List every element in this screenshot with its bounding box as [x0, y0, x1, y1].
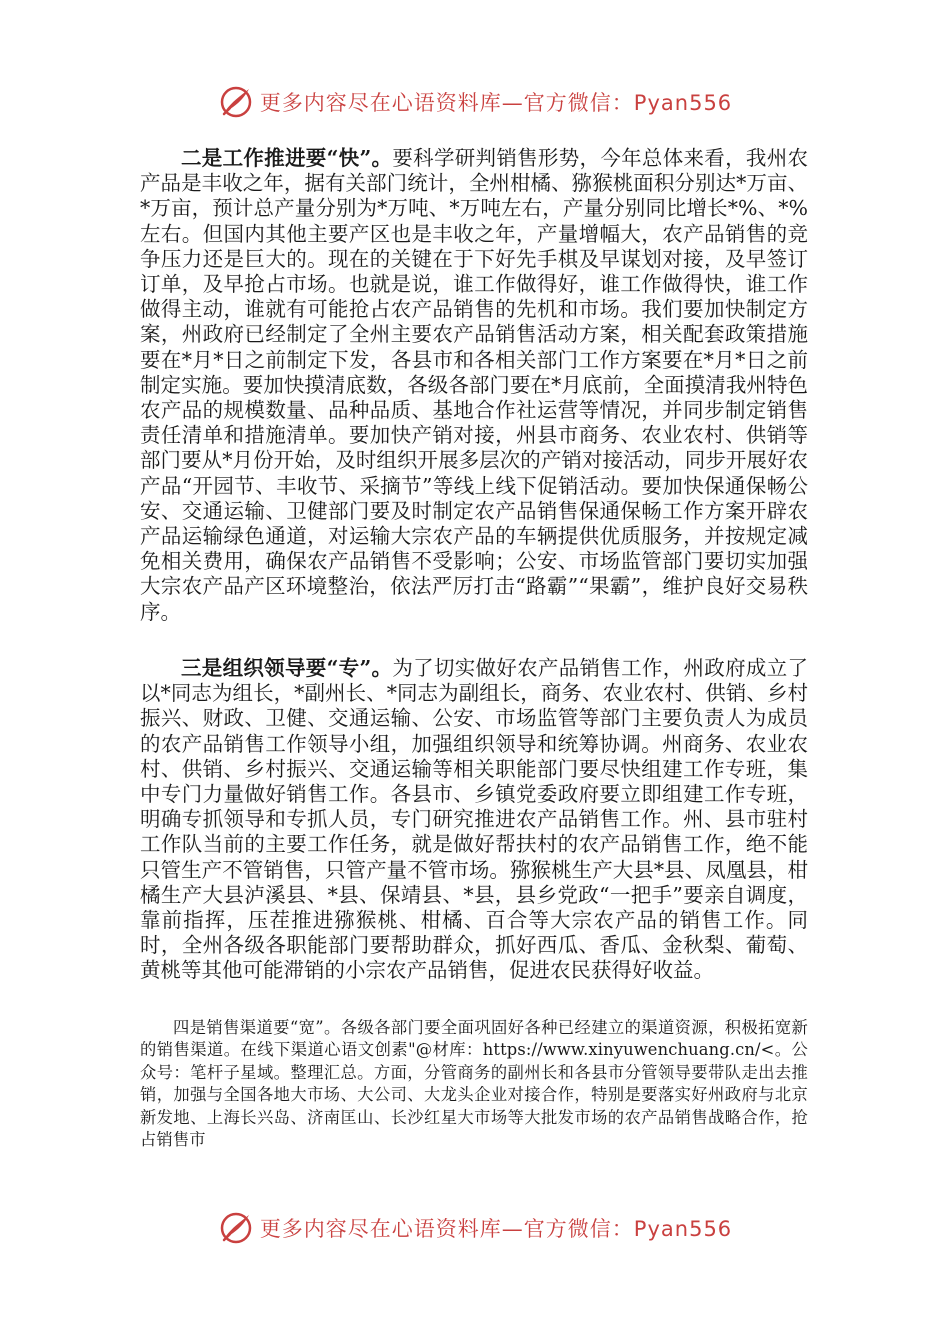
banner-text: 更多内容尽在心语资料库—官方微信：Pyan556: [259, 91, 733, 115]
paragraph-lead: 三是组织领导要“专”。: [181, 656, 393, 680]
paragraph-lead: 二是工作推进要“快”。: [181, 146, 393, 170]
paragraph-organization: [140, 656, 808, 984]
footer-banner: [0, 1208, 950, 1248]
paragraph-sales-channels: [140, 1017, 808, 1151]
paragraph-body: 为了切实做好农产品销售工作，州政府成立了以*同志为组长，*副州长、*同志为副组长，商务、农业农村、供销、乡村振兴、财政、卫健、交通运输、公安、市场监管等部门主要负责人为成员的农产品销售工作领导小组，加强组织领导和统筹协调。州商务、农业农村、供销、乡村振兴、交通运输等相关职能部门要尽快组建工作专班，集中专门力量做好销售工作。各县市、乡镇党委政府要立即组建工作专班，明确专抓领导和专抓人员，专门研究推进农产品销售工作。州、县市驻村工作队当前的主要工作任务，就是做好帮扶村的农产品销售工作，绝不能只管生产不管销售，只管产量不管市场。猕猴桃生产大县*县、凤凰县，柑橘生产大县泸溪县、*县、保靖县、*县，县乡党政“一把手”要亲自调度，靠前指挥，压茬推进猕猴桃、柑橘、百合等大宗农产品的销售工作。同时，全州各级各职能部门要帮助群众，抓好西瓜、香瓜、金秋梨、葡萄、黄桃等其他可能滞销的小宗农产品销售，促进农民获得好收益。: [140, 656, 808, 983]
quill-logo-icon: [218, 84, 254, 120]
paragraph-body: 要科学研判销售形势，今年总体来看，我州农产品是丰收之年，据有关部门统计，全州柑橘、猕猴桃面积分别达*万亩、*万亩，预计总产量分别为*万吨、*万吨左右，产量分别同比增长*%、*%左右。但国内其他主要产区也是丰收之年，产量增幅大，农产品销售的竞争压力还是巨大的。现在的关键在于下好先手棋及早谋划对接，及早签订订单，及早抢占市场。也就是说，谁工作做得好，谁工作做得快，谁工作做得主动，谁就有可能抢占农产品销售的先机和市场。我们要加快制定方案，州政府已经制定了全州主要农产品销售活动方案，相关配套政策措施要在*月*日之前制定下发，各县市和各相关部门工作方案要在*月*日之前制定实施。要加快摸清底数，各级各部门要在*月底前，全面摸清我州特色农产品的规模数量、品种品质、基地合作社运营等情况，并同步制定销售责任清单和措施清单。要加快产销对接，州县市商务、农业农村、供销等部门要从*月份开始，及时组织开展多层次的产销对接活动，同步开展好农产品“开园节、丰收节、采摘节”等线上线下促销活动。要加快保通保畅公安、交通运输、卫健部门要及时制定农产品销售保通保畅工作方案开辟农产品运输绿色通道，对运输大宗农产品的车辆提供优质服务，并按规定减免相关费用，确保农产品销售不受影响；公安、市场监管部门要切实加强大宗农产品产区环境整治，依法严厉打击“路霸”“果霸”，维护良好交易秩序。: [140, 146, 808, 624]
quill-logo-icon: [218, 1210, 254, 1246]
banner-text: 更多内容尽在心语资料库—官方微信：Pyan556: [259, 1217, 733, 1241]
paragraph-body: 四是销售渠道要“宽”。各级各部门要全面巩固好各种已经建立的渠道资源，积极拓宽新的销售渠道。在线下渠道心语文创素"@材库：https://www.xinyuwenchuang.cn/<。公众号：笔杆子星域。整理汇总。方面，分管商务的副州长和各县市分管领导要带队走出去推销，加强与全国各地大市场、大公司、大龙头企业对接合作，特别是要落实好州政府与北京新发地、上海长兴岛、济南匡山、长沙红星大市场等大批发市场的农产品销售战略合作，抢占销售市: [140, 1018, 808, 1150]
paragraph-work-progress: [140, 146, 808, 625]
header-banner: [0, 82, 950, 122]
